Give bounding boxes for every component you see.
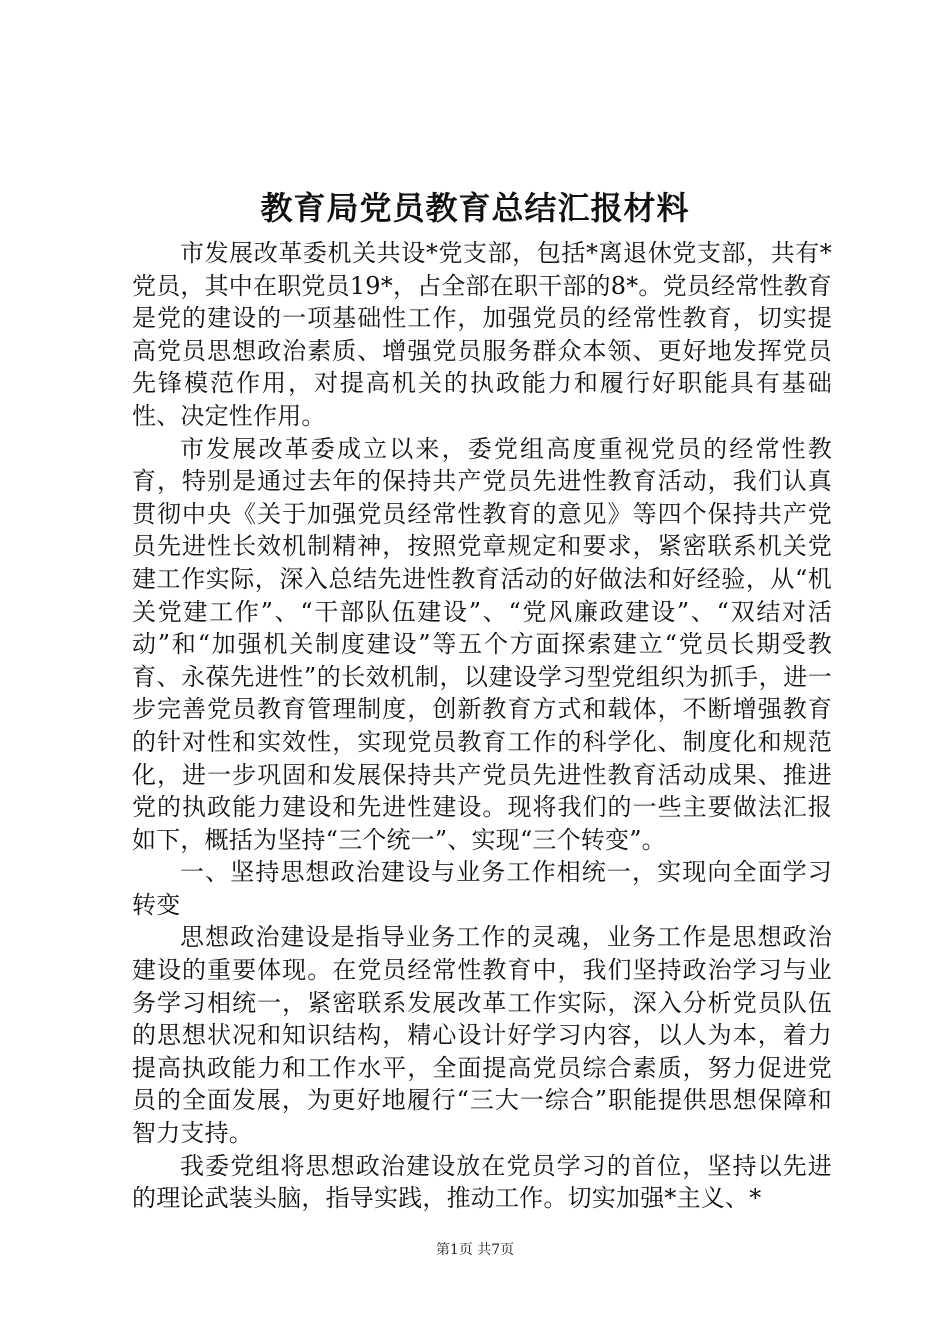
section-heading-1: 一、坚持思想政治建设与业务工作相统一，实现向全面学习转变: [132, 858, 832, 919]
paragraph-overview: 市发展改革委成立以来，委党组高度重视党员的经常性教育，特别是通过去年的保持共产党员先进性教育活动，我们认真贯彻中央《关于加强党员经常性教育的意见》等四个保持共产党员先进性长效机制精神，按照党章规定和要求，紧密联系机关党建工作实际，深入总结先进性教育活动的好做法和好经验，从“机关党建工作”、“干部队伍建设”、“党风廉政建设”、“双结对活动”和“加强机关制度建设”等五个方面探索建立“党员长期受教育、永葆先进性”的长效机制，以建设学习型党组织为抓手，进一步完善党员教育管理制度，创新教育方式和载体，不断增强教育的针对性和实效性，实现党员教育工作的科学化、制度化和规范化，进一步巩固和发展保持共产党员先进性教育活动成果、推进党的执政能力建设和先进性建设。现将我们的一些主要做法汇报如下，概括为坚持“三个统一”、实现“三个转变”。: [132, 434, 832, 854]
paragraph-intro: 市发展改革委机关共设*党支部，包括*离退休党支部，共有*党员，其中在职党员19*，占全部在职干部的8*。党员经常性教育是党的建设的一项基础性工作，加强党员的经常性教育，切实提高党员思想政治素质、增强党员服务群众本领、更好地发挥党员先锋模范作用，对提高机关的执政能力和履行好职能具有基础性、决定性作用。: [132, 239, 833, 430]
document-body: [132, 237, 832, 1215]
paragraph-section-1-continued: 我委党组将思想政治建设放在党员学习的首位，坚持以先进的理论武装头脑，指导实践，推动工作。切实加强*主义、*: [132, 1151, 832, 1213]
page-footer: 第1页 共7页: [435, 1242, 515, 1258]
document-title: 教育局党员教育总结汇报材料: [260, 189, 690, 227]
paragraph-section-1: 思想政治建设是指导业务工作的灵魂，业务工作是思想政治建设的重要体现。在党员经常性教育中，我们坚持政治学习与业务学习相统一，紧密联系发展改革工作实际，深入分析党员队伍的思想状况和知识结构，精心设计好学习内容，以人为本，着力提高执政能力和工作水平，全面提高党员综合素质，努力促进党员的全面发展，为更好地履行“三大一综合”职能提供思想保障和智力支持。: [132, 923, 832, 1148]
